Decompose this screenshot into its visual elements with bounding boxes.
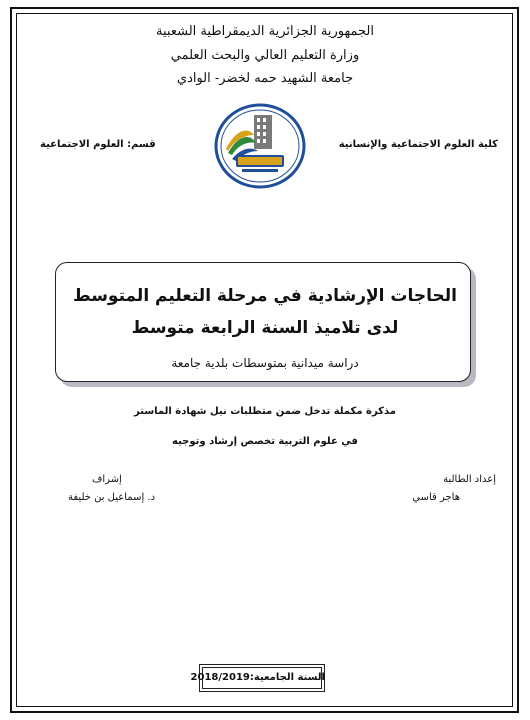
- university-name: جامعة الشهيد حمه لخضر- الوادي: [176, 71, 354, 86]
- student-name: هاجر قاسي: [412, 492, 460, 503]
- supervisor-name: د. إسماعيل بن خليفة: [68, 492, 156, 503]
- thesis-title-line2: لدى تلاميذ السنة الرابعة متوسط: [131, 318, 399, 338]
- specialization: في علوم التربية تخصص إرشاد وتوجيه: [172, 436, 358, 447]
- supervision-label: إشراف: [92, 474, 122, 485]
- university-logo: [214, 103, 306, 189]
- thesis-title-line1: الحاجات الإرشادية في مرحلة التعليم المتوسط: [73, 286, 457, 306]
- ministry-name: وزارة التعليم العالي والبحث العلمي: [170, 48, 360, 63]
- academic-year: السنة الجامعية:2018/2019: [190, 672, 325, 683]
- department-name: قسم: العلوم الاجتماعية: [40, 139, 156, 150]
- prepared-by-label: إعداد الطالبة: [443, 474, 496, 485]
- thesis-subtitle: دراسة ميدانية بمتوسطات بلدية جامعة: [171, 356, 359, 370]
- country-name: الجمهورية الجزائرية الديمقراطية الشعبية: [156, 24, 374, 39]
- memo-description: مذكرة مكملة تدخل ضمن متطلبات نيل شهادة الماستر: [134, 406, 396, 417]
- faculty-name: كلية العلوم الاجتماعية والإنسانية: [338, 139, 498, 150]
